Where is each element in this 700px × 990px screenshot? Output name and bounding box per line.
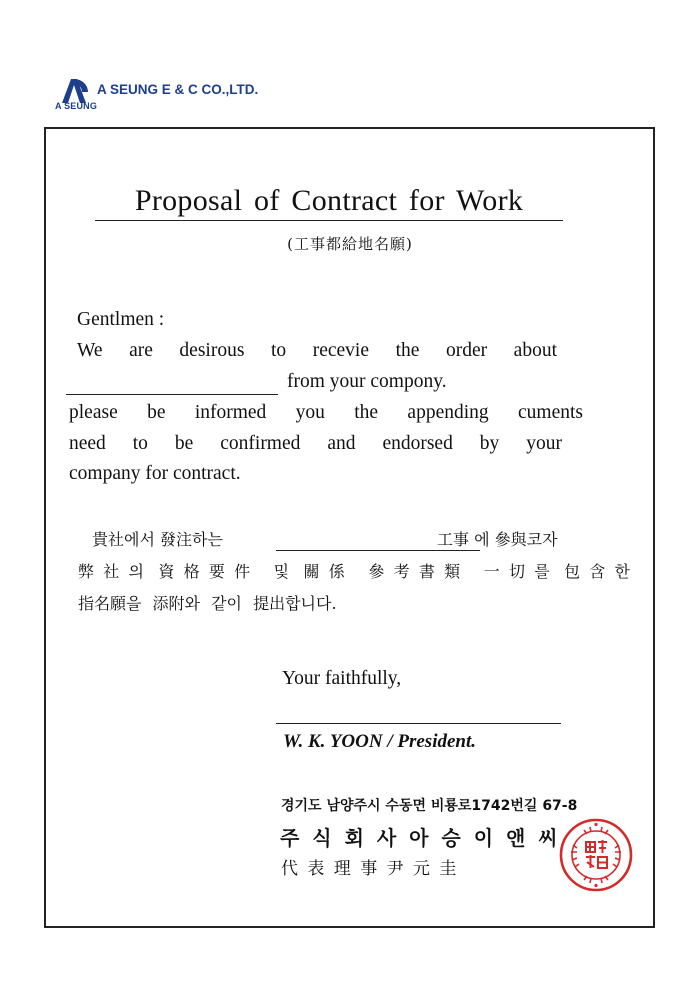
company-name-korean: 주 식 회 사 아 승 이 앤 씨 [280,826,561,850]
document-title: Proposal of Contract for Work [95,184,563,221]
signatory-name: W. K. YOON / President. [283,731,476,752]
representative: 代 表 理 事 尹 元 圭 [281,859,459,879]
korean-line-3: 指名願을 添附와 같이 提出합니다. [78,594,337,613]
body-line-5: company for contract. [69,463,241,484]
signature-line [276,700,561,724]
salutation: Gentlmen : [77,309,165,330]
company-name: A SEUNG E & C CO.,LTD. [97,82,259,97]
korean-line-2: 弊社의 資格要件 및 關係 參考書類 一切를 包含한 [78,562,630,581]
work-name-blank-line [66,372,278,395]
company-address: 경기도 남양주시 수동면 비룡로1742번길 67-8 [281,798,578,814]
body-line-2: from your compony. [287,371,447,392]
closing-text: Your faithfully, [282,668,402,689]
document-subtitle: (工事都給地名願) [287,235,413,253]
korean-line-1a: 貴社에서 發注하는 [92,530,223,549]
company-logo-icon [60,77,90,103]
body-line-3: please be informed you the appending cuments [69,402,583,423]
korean-line-1b: 工事 에 參與코자 [437,530,558,549]
company-seal-icon [559,818,633,892]
logo-text: A SEUNG [55,101,98,111]
body-line-1: We are desirous to recevie the order about [77,340,557,361]
body-line-4: need to be confirmed and endorsed by your [69,433,562,454]
